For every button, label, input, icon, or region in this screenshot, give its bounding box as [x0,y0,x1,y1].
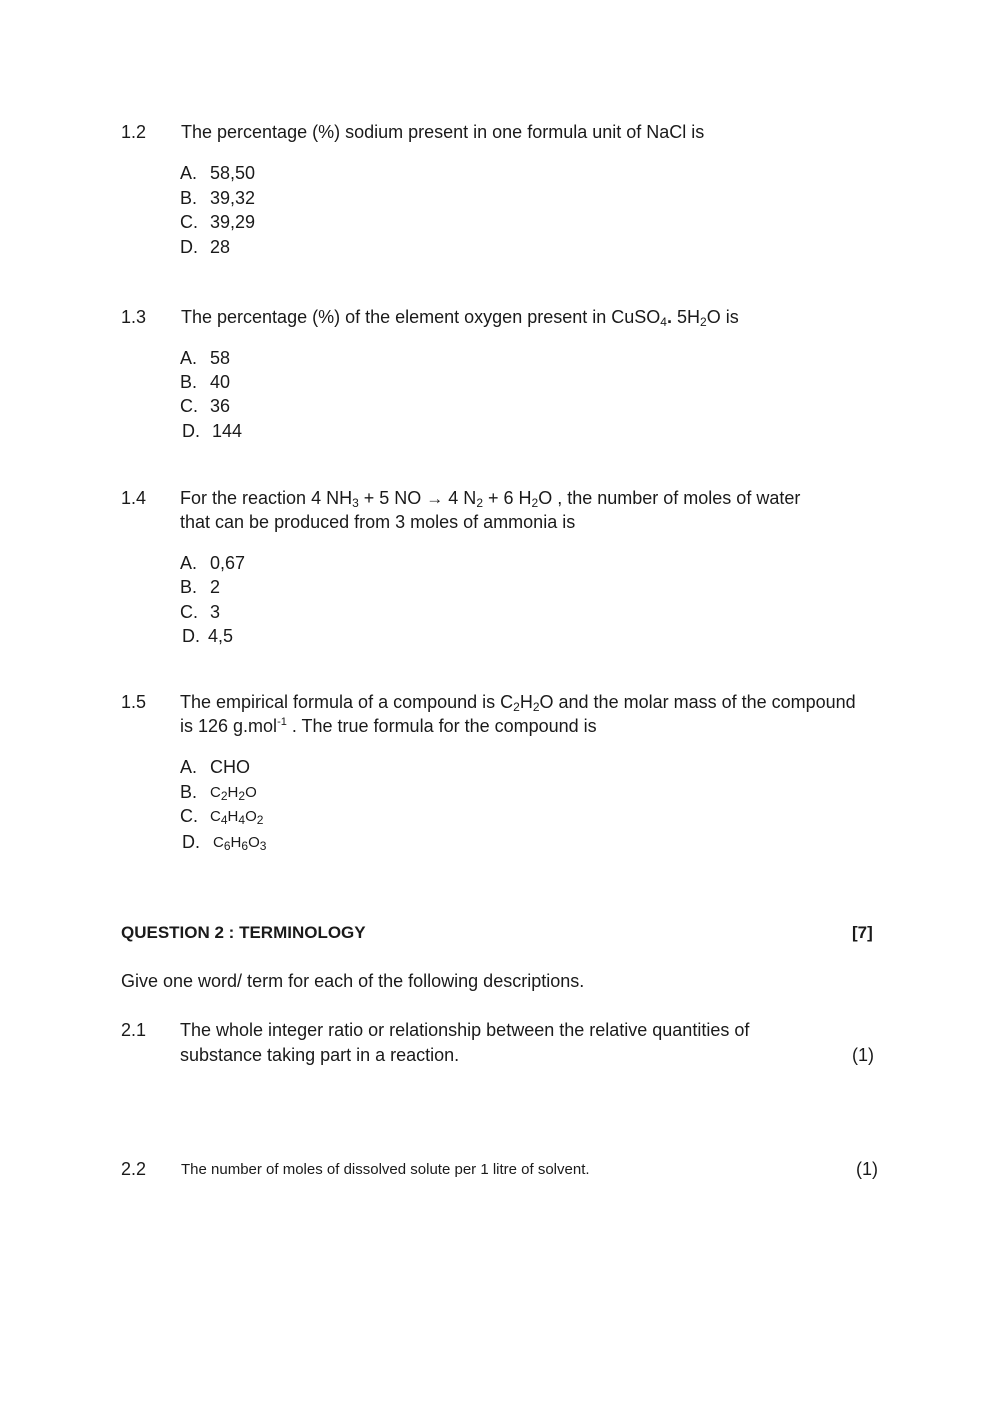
question-text: The whole integer ratio or relationship between the relative quantities of [180,1020,750,1040]
option-letter: C. [180,806,198,826]
option-letter: A. [180,348,198,368]
question-number: 2.1 [121,1020,147,1040]
question-marks: (1) [856,1159,878,1179]
option-value: 58,50 [210,163,256,183]
option-value: 0,67 [210,553,246,573]
option-letter: A. [180,757,198,777]
option-value: 2 [210,577,221,597]
option-value: CHO [210,757,250,777]
option-letter: B. [180,188,198,208]
option-value: 36 [210,396,231,416]
section-marks: [7] [852,923,873,942]
option-value: 28 [210,237,231,257]
question-number: 1.5 [121,692,147,712]
question-text: The percentage (%) sodium present in one formula unit of NaCl is [181,122,705,142]
question-text-line2: substance taking part in a reaction. [180,1045,460,1065]
option-letter: D. [182,832,200,852]
option-letter: B. [180,782,198,802]
option-letter: C. [180,396,198,416]
option-value: 40 [210,372,231,392]
option-value: $C_2H_2O$ [210,784,257,803]
option-value: 3 [210,602,221,622]
option-value: $C_4H_4O_2$ [210,808,264,827]
option-letter: D. [180,237,198,257]
option-value: $C_6H_6O_3$ [213,834,267,853]
option-value: 144 [212,421,243,441]
question-number: 1.3 [121,307,147,327]
instruction-text: Give one word/ term for each of the following descriptions. [121,971,585,991]
arrow-icon: → [426,489,444,508]
question-text: For the reaction 4 $NH_3 + 5$ NO → 4 $N_2 + 6$ $H_2O$ , the number of moles of water [180,488,801,510]
option-letter: D. [182,626,200,646]
option-letter: B. [180,372,198,392]
option-letter: D. [182,421,200,441]
option-value: 4,5 [208,626,234,646]
option-letter: C. [180,602,198,622]
option-letter: A. [180,163,198,183]
question-marks: (1) [852,1045,874,1065]
option-value: 39,29 [210,212,256,232]
question-text-line2: is 126 g.mol$^{-1}$ . The true formula for the compound is [180,716,597,736]
question-text: The empirical formula of a compound is $C_2H_2O$ and the molar mass of the compound [180,692,856,714]
option-letter: C. [180,212,198,232]
question-number: 1.2 [121,122,147,142]
question-number: 1.4 [121,488,147,508]
option-value: 39,32 [210,188,256,208]
question-number: 2.2 [121,1159,147,1179]
option-letter: B. [180,577,198,597]
question-text: The percentage (%) of the element oxygen present in CuSO$_4$. $5H_2O$ is [181,307,739,329]
question-text-line2: that can be produced from 3 moles of ammonia is [180,512,576,532]
option-letter: A. [180,553,198,573]
section-heading: QUESTION 2 : TERMINOLOGY [121,923,366,942]
question-text: The number of moles of dissolved solute per 1 litre of solvent. [181,1161,590,1178]
option-value: 58 [210,348,231,368]
